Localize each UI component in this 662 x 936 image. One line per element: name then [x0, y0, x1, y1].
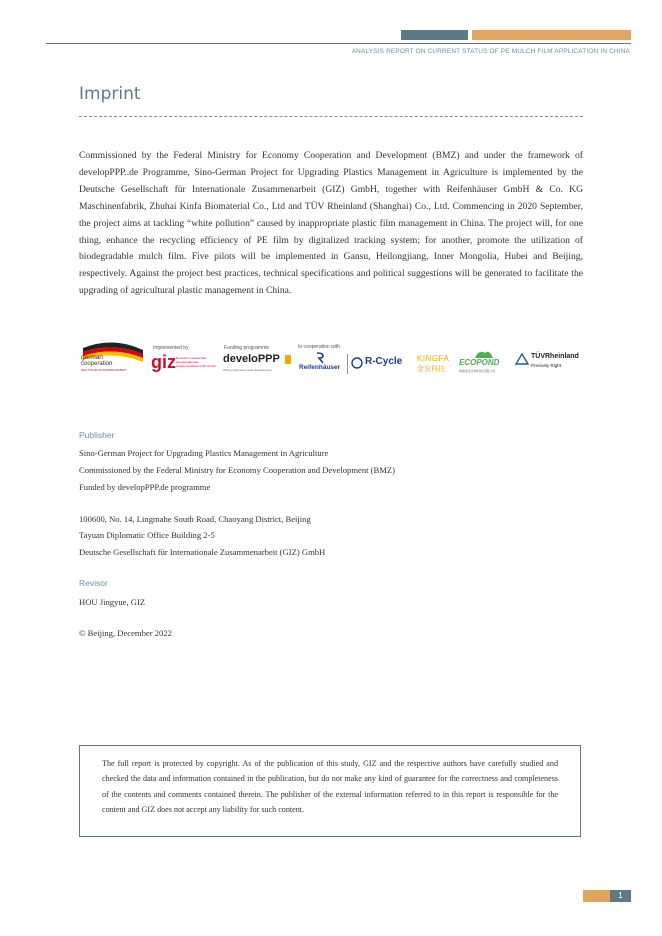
copyright-line: © Beijing, December 2022	[79, 628, 172, 638]
reifenhauser-mark-icon	[315, 352, 325, 364]
developpp-sub: Where business meets development	[223, 368, 272, 372]
reifenhauser-wordmark: Reifenhäuser	[299, 364, 341, 371]
giz-logo	[151, 352, 221, 376]
funding-programme-caption: Funding programme	[224, 345, 270, 351]
kingfa-cn-wordmark: 金发科技	[417, 366, 445, 373]
publisher-line-2: Commissioned by the Federal Ministry for Economy Cooperation and Development (BMZ)	[79, 465, 396, 475]
copyright-notice-text: The full report is protected by copyright. As of the publication of this study, GIZ and the respective authors have carefully studied and checked the data and information contained in the publication, but do not make any kind of guarantee for the correctness and completeness of the contents and comments contained therein. The publisher of the external information referred to in this report is responsible for the content and GIZ does not accept any liability for such content.	[102, 759, 558, 814]
german-cooperation-text-3: DEUTSCHE ZUSAMMENARBEIT	[81, 368, 127, 372]
header-accent-bar-orange	[472, 30, 631, 40]
publisher-line-3: Funded by developPPP.de programme	[79, 482, 211, 492]
logo-separator	[347, 354, 348, 374]
revisor-name: HOU Jingyue, GIZ	[79, 597, 146, 607]
giz-sub-3: Zusammenarbeit (GIZ) GmbH	[176, 364, 216, 368]
ecopond-sub: 珠海金发生物材料有限公司	[459, 369, 496, 373]
partner-logos	[79, 340, 589, 380]
publisher-line-1: Sino-German Project for Upgrading Plastics Management in Agriculture	[79, 448, 329, 458]
rcycle-logo	[351, 356, 413, 376]
header-accent-bar-slate	[401, 30, 468, 40]
german-cooperation-text-1: german	[81, 354, 104, 361]
implemented-by-caption: Implemented by	[153, 345, 189, 351]
address-line-2: Tayuan Diplomatic Office Building 2-5	[79, 530, 215, 540]
cooperation-caption: In cooperation with	[298, 344, 340, 350]
giz-sub-1: Deutsche Gesellschaft	[176, 356, 207, 360]
rcycle-circle-icon	[351, 357, 363, 369]
tuv-triangle-icon	[515, 353, 529, 365]
tuv-wordmark: TÜVRheinland	[531, 353, 579, 360]
title-divider	[79, 116, 583, 117]
german-cooperation-logo	[79, 340, 147, 376]
page-title: Imprint	[79, 84, 141, 104]
rcycle-wordmark: R-Cycle	[365, 356, 403, 367]
copyright-notice-box	[79, 745, 581, 837]
kingfa-wordmark: KINGFA	[417, 354, 450, 363]
address-line-3: Deutsche Gesellschaft für Internationale Zusammenarbeit (GIZ) GmbH	[79, 547, 326, 557]
publisher-label: Publisher	[79, 430, 115, 440]
german-cooperation-text-2: cooperation	[81, 361, 113, 367]
header-rule	[46, 43, 631, 44]
tuv-logo	[515, 352, 591, 376]
revisor-label: Revisor	[79, 578, 108, 588]
intro-paragraph: Commissioned by the Federal Ministry for Economy Cooperation and Development (BMZ) and under the framework of developPPP..de Programme, Sino-German Project for Upgrading Plastics Management in Agriculture is implemented by the Deutsche Gesellschaft für Internationale Zusammenarbeit (GIZ) GmbH, together with Reifenhäuser GmbH & Co. KG Maschinenfabrik, Zhuhai Kinfa Biomaterial Co., Ltd and TÜV Rheinland (Shanghai) Co., Ltd. Commencing in 2020 September, the project aims at tackling “white pollution” caused by inappropriate plastic film management in China. The project will, for one thing, enhance the recycling efficiency of PE film by digitalized tracking system; for another, promote the utilization of biodegradable mulch film. Five pilots will be implemented in Gansu, Heilongjiang, Inner Mongolia, Hubei and Beijing, respectively. Against the project best practices, technical specifications and political suggestions will be generated to facilitate the upgrading of agricultural plastic management in China.	[79, 150, 583, 297]
kingfa-logo	[417, 354, 455, 376]
page-number: 1	[610, 890, 631, 902]
running-title: ANALYSIS REPORT ON CURRENT STATUS OF PE MULCH FILM APPLICATION IN CHINA	[351, 48, 630, 55]
address-line-1: 100600, No. 14, Lingmahe South Road, Chaoyang District, Beijing	[79, 514, 311, 524]
tuv-sub: Precisely Right.	[531, 363, 563, 368]
developpp-logo	[223, 353, 295, 377]
developpp-wordmark: develoPPP	[223, 353, 280, 365]
ecopond-logo	[459, 349, 513, 377]
reifenhauser-logo	[297, 352, 347, 376]
ecopond-wordmark: ECOPOND	[459, 358, 500, 367]
giz-wordmark: giz	[151, 352, 176, 372]
giz-sub-2: für Internationale	[176, 360, 199, 364]
developpp-dot-icon	[285, 355, 291, 364]
